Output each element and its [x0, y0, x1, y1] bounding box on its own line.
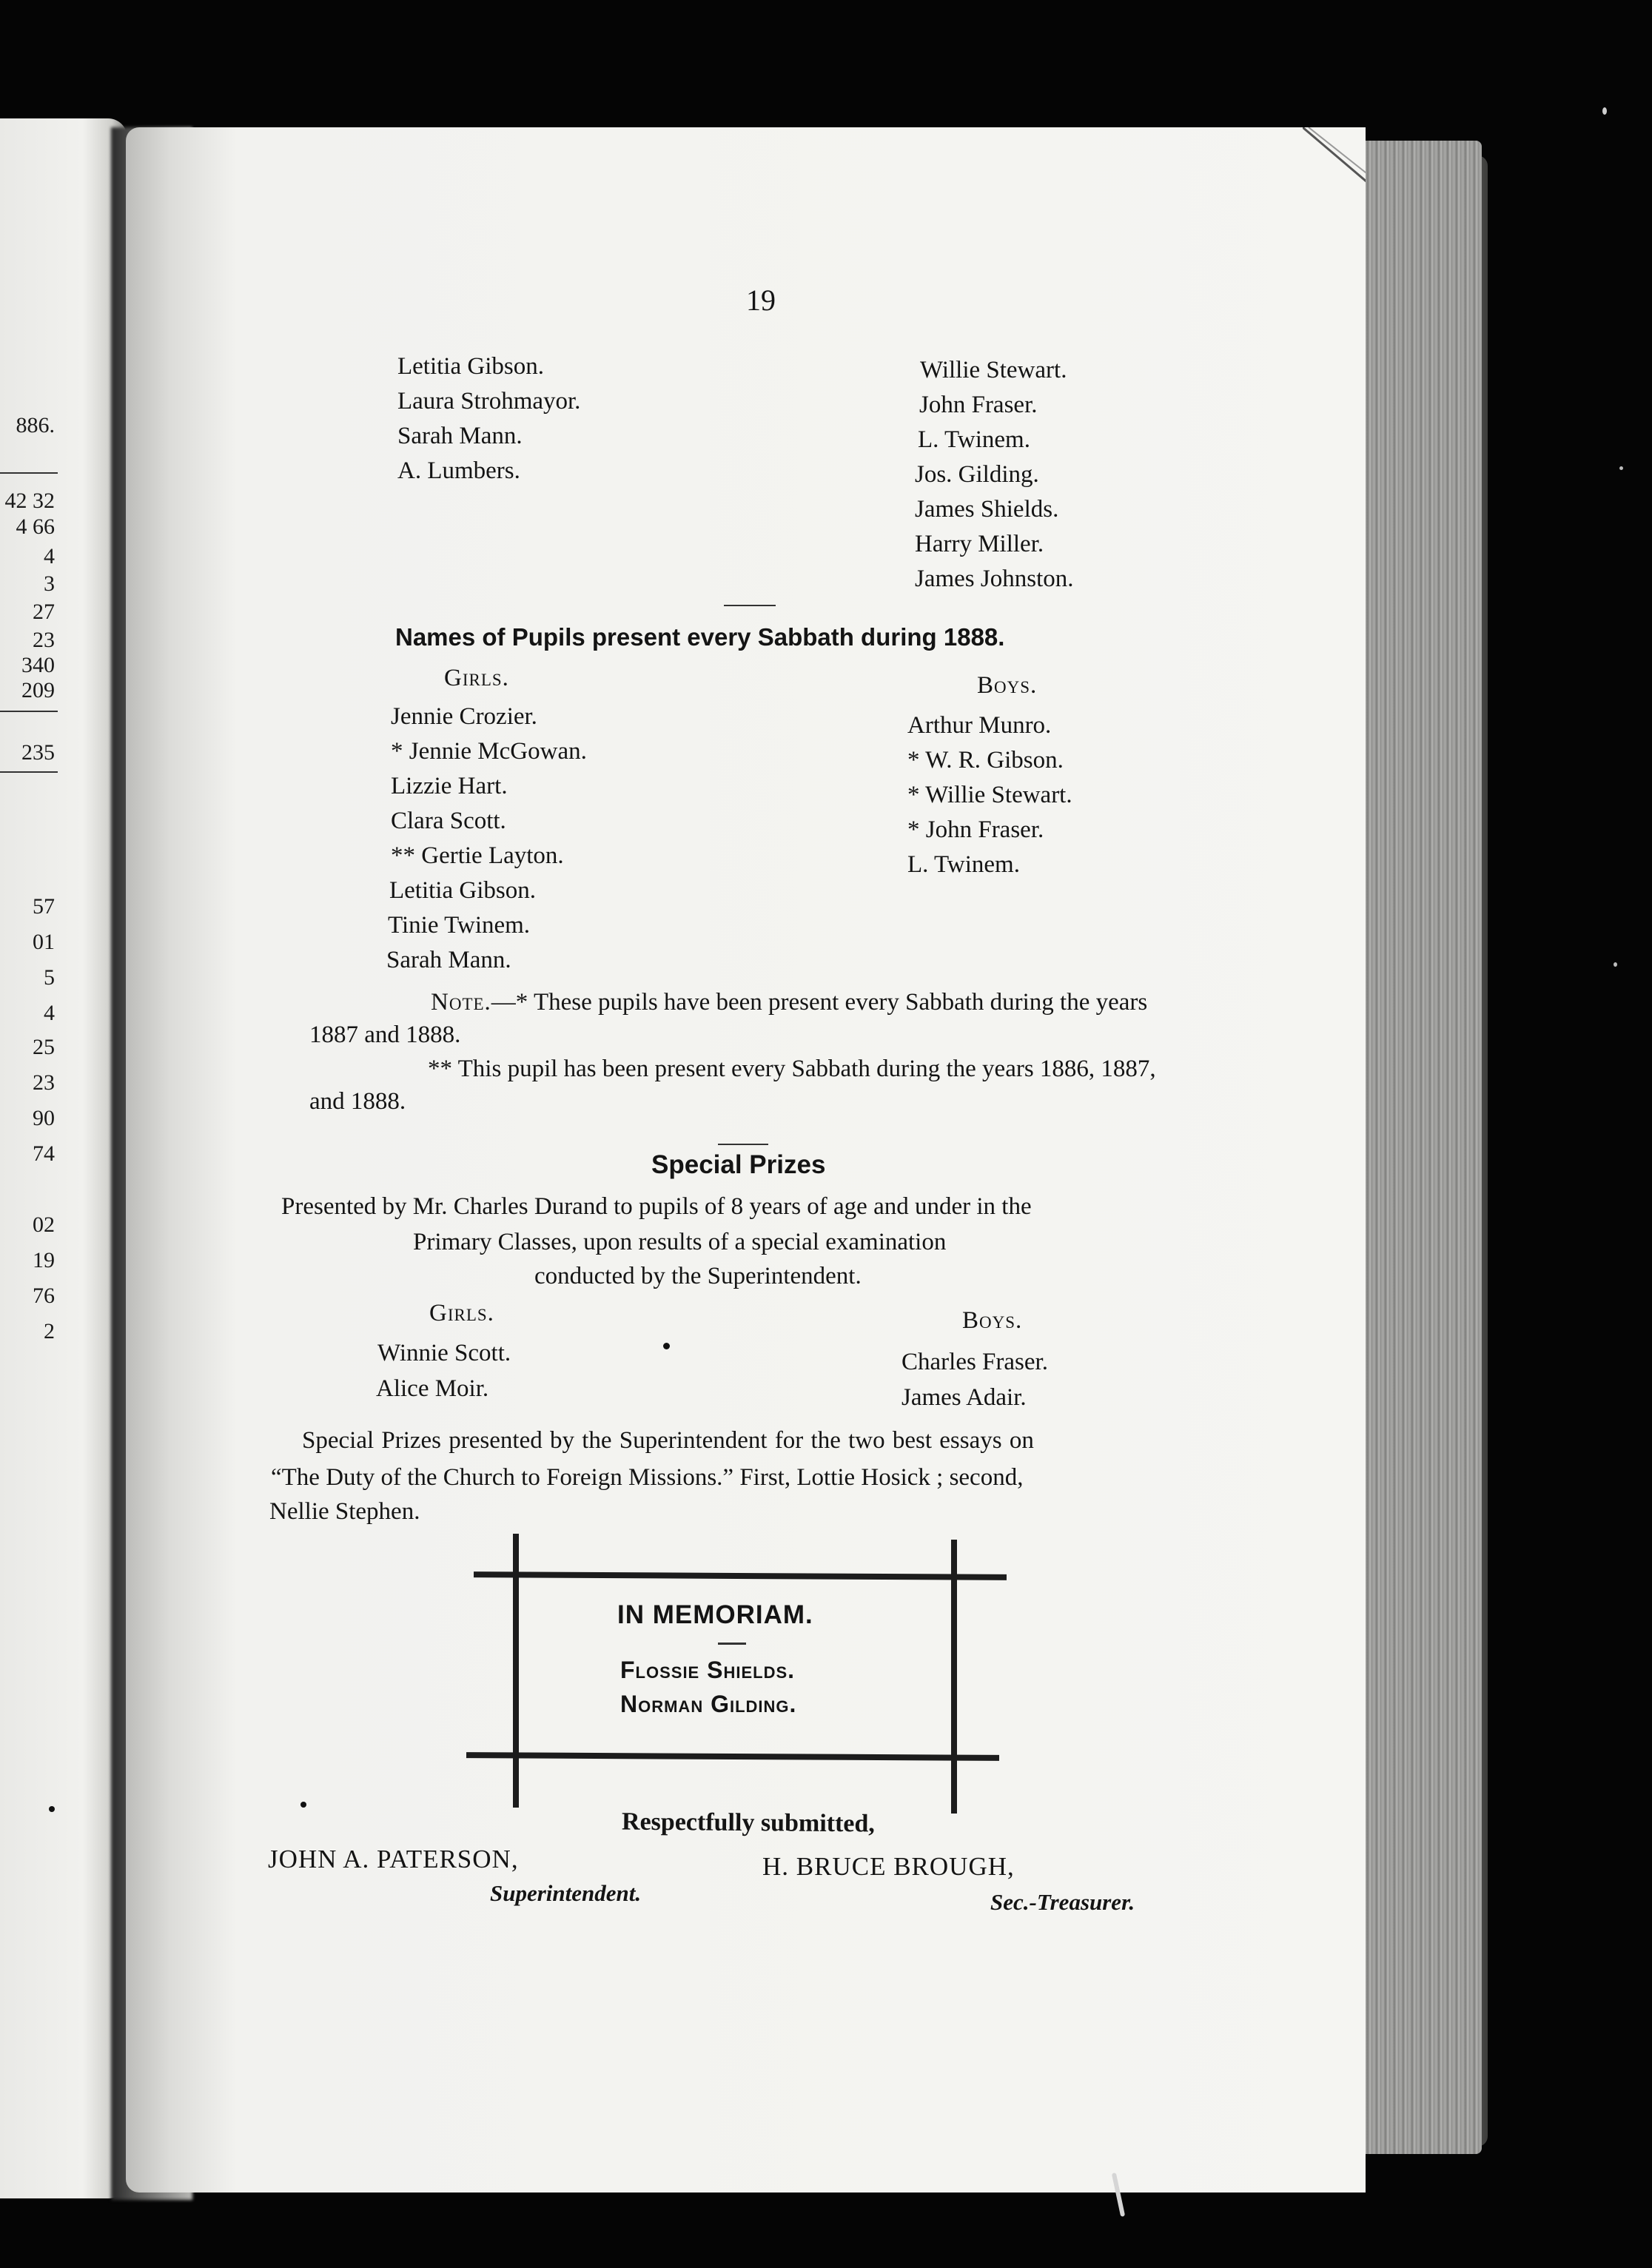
ink-speck	[663, 1343, 670, 1349]
page-number: 19	[746, 284, 776, 317]
list-item: Letitia Gibson.	[397, 353, 544, 380]
memoriam-divider	[718, 1643, 746, 1645]
facing-number: 23	[33, 628, 55, 652]
list-item: ** Gertie Layton.	[391, 842, 564, 869]
list-item: Alice Moir.	[376, 1375, 489, 1402]
list-item: * Willie Stewart.	[907, 782, 1072, 808]
facing-number: 27	[33, 600, 55, 624]
dust-speck	[1619, 466, 1623, 470]
signatory-name: H. BRUCE BROUGH,	[762, 1852, 1015, 1881]
list-item: Willie Stewart.	[920, 357, 1067, 383]
list-item: Harry Miller.	[915, 531, 1044, 557]
facing-number: 90	[33, 1106, 55, 1130]
frame-line	[474, 1571, 1007, 1580]
frame-line	[466, 1752, 999, 1761]
facing-number: 25	[33, 1035, 55, 1059]
facing-number: 209	[21, 678, 55, 702]
dust-speck	[49, 1806, 55, 1812]
boys-label: Boys.	[977, 672, 1038, 699]
list-item: Sarah Mann.	[397, 423, 523, 449]
frame-line	[513, 1534, 519, 1808]
list-item: Jos. Gilding.	[915, 461, 1039, 488]
facing-number: 02	[33, 1212, 55, 1237]
attendance-heading: Names of Pupils present every Sabbath during 1888.	[395, 623, 1005, 651]
attendance-note-2	[309, 1053, 1156, 1118]
facing-number: 340	[21, 653, 55, 677]
list-item: Clara Scott.	[391, 808, 506, 834]
facing-number: 4	[44, 1001, 55, 1025]
list-item: Arthur Munro.	[907, 712, 1052, 739]
facing-number: 19	[33, 1248, 55, 1272]
facing-number: 2	[44, 1319, 55, 1343]
memoriam-name: Flossie Shields.	[620, 1657, 796, 1683]
facing-page-rule	[0, 771, 58, 773]
facing-number: 23	[33, 1070, 55, 1095]
note-1-text-cont: 1887 and 1888.	[309, 1021, 461, 1048]
memoriam-title: IN MEMORIAM.	[617, 1600, 813, 1629]
attendance-note-1	[309, 986, 1147, 1051]
facing-page-rule	[0, 711, 58, 712]
facing-page-header: 886.	[16, 413, 55, 437]
list-item: * Jennie McGowan.	[391, 738, 587, 765]
girls-label: Girls.	[429, 1300, 494, 1326]
list-item: * John Fraser.	[907, 816, 1044, 843]
facing-number: 42 32	[4, 489, 55, 513]
list-item: John Fraser.	[919, 392, 1038, 418]
special-prizes-desc: Presented by Mr. Charles Durand to pupils of 8 years of age and under in the	[281, 1193, 1032, 1220]
facing-number: 5	[44, 965, 55, 990]
list-item: Winnie Scott.	[377, 1340, 511, 1366]
list-item: Sarah Mann.	[386, 947, 511, 973]
facing-number: 3	[44, 571, 55, 596]
dust-speck	[1602, 107, 1607, 115]
facing-number: 57	[33, 894, 55, 919]
facing-page	[0, 118, 127, 2198]
essay-prizes-text: Nellie Stephen.	[269, 1498, 420, 1525]
book-page-edges	[1354, 141, 1482, 2154]
document-page	[126, 127, 1366, 2192]
list-item: Laura Strohmayor.	[397, 388, 581, 415]
facing-number: 74	[33, 1141, 55, 1166]
list-item: James Adair.	[901, 1384, 1027, 1411]
list-item: L. Twinem.	[907, 851, 1020, 878]
facing-page-rule	[0, 472, 58, 474]
note-2-text-cont: and 1888.	[309, 1088, 406, 1115]
list-item: L. Twinem.	[918, 426, 1030, 453]
facing-number: 4 66	[16, 514, 55, 539]
list-item: A. Lumbers.	[397, 457, 520, 484]
girls-label: Girls.	[444, 665, 509, 691]
facing-number: 01	[33, 930, 55, 954]
memoriam-name: Norman Gilding.	[620, 1691, 797, 1717]
essay-prizes-text: “The Duty of the Church to Foreign Missions.” First, Lottie Hosick ; second,	[271, 1464, 1024, 1491]
list-item: James Shields.	[915, 496, 1059, 523]
signatory-title: Superintendent.	[490, 1880, 642, 1906]
list-item: James Johnston.	[915, 566, 1074, 592]
facing-number: 4	[44, 544, 55, 568]
frame-line	[951, 1540, 957, 1814]
special-prizes-heading: Special Prizes	[651, 1150, 826, 1179]
note-2-text: ** This pupil has been present every Sabbath during the years 1886, 1887,	[428, 1056, 1156, 1082]
facing-number: 76	[33, 1284, 55, 1308]
dust-speck	[1614, 962, 1617, 967]
special-prizes-desc: Primary Classes, upon results of a special examination	[413, 1229, 947, 1255]
list-item: Tinie Twinem.	[388, 912, 531, 939]
essay-prizes-text: Special Prizes presented by the Superintendent for the two best essays on	[302, 1427, 1034, 1454]
list-item: * W. R. Gibson.	[907, 747, 1064, 774]
boys-label: Boys.	[962, 1307, 1023, 1334]
special-prizes-desc: conducted by the Superintendent.	[534, 1263, 862, 1289]
note-1-text: —* These pupils have been present every Sabbath during the years	[491, 989, 1148, 1016]
signatory-name: JOHN A. PATERSON,	[268, 1845, 519, 1873]
closing-line: Respectfully submitted,	[621, 1808, 876, 1838]
signatory-title: Sec.-Treasurer.	[990, 1889, 1135, 1915]
list-item: Jennie Crozier.	[391, 703, 537, 730]
folded-corner-mark	[1303, 127, 1366, 268]
list-item: Charles Fraser.	[901, 1349, 1048, 1375]
section-divider	[718, 1144, 768, 1145]
list-item: Letitia Gibson.	[389, 877, 536, 904]
section-divider	[724, 605, 776, 606]
note-label: Note.	[431, 989, 491, 1016]
ink-speck	[300, 1802, 306, 1808]
facing-total: 235	[21, 740, 55, 765]
list-item: Lizzie Hart.	[391, 773, 508, 799]
